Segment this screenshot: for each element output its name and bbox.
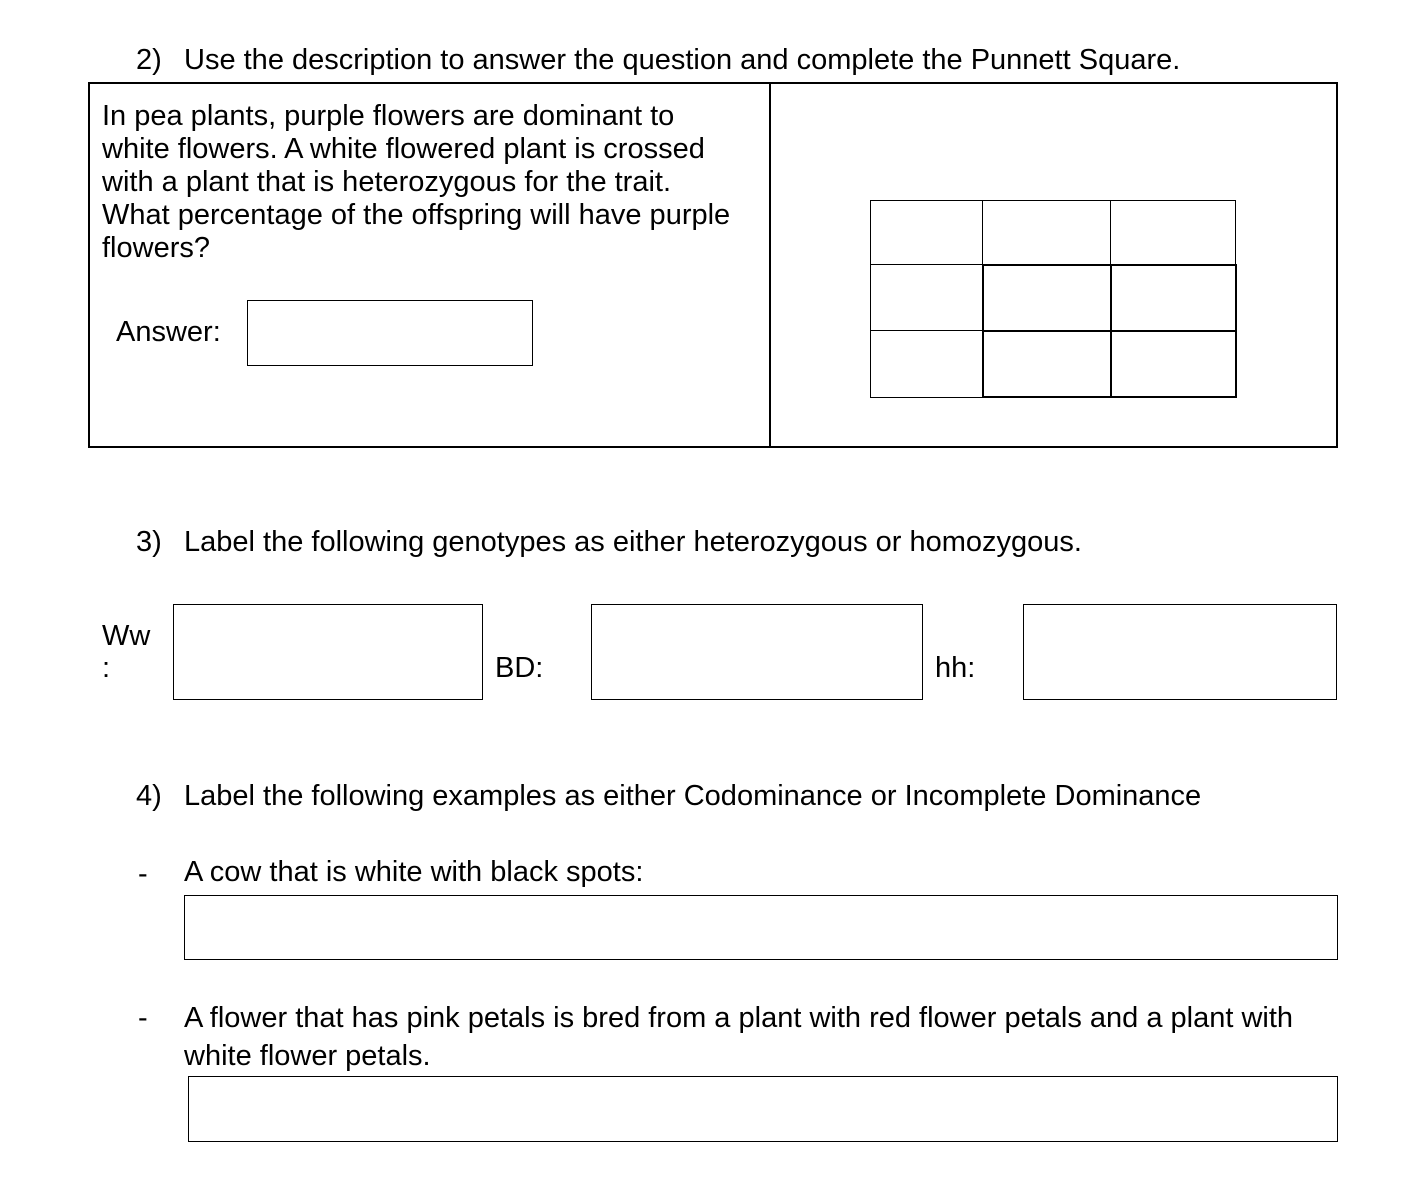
q2-description-line: flowers?: [102, 232, 210, 264]
genotype-bd-input[interactable]: [591, 604, 923, 700]
genotype-ww-input[interactable]: [173, 604, 483, 700]
punnett-header-row-1[interactable]: [870, 264, 984, 332]
q4-item-2-input[interactable]: [188, 1076, 1338, 1142]
punnett-header-col-2[interactable]: [1110, 200, 1236, 266]
punnett-cell-2-1[interactable]: [982, 330, 1112, 398]
genotype-ww-label: [102, 620, 150, 684]
punnett-header-col-1[interactable]: [982, 200, 1112, 266]
genotype-hh-label: hh:: [935, 652, 976, 684]
q4-item-1-text: A cow that is white with black spots:: [184, 856, 644, 888]
q4-item-2-text-line: white flower petals.: [184, 1040, 431, 1072]
genotype-ww-label-line: Ww: [102, 620, 151, 652]
q3-heading-text: Label the following genotypes as either heterozygous or homozygous.: [184, 526, 1082, 558]
q4-heading: [136, 779, 1336, 813]
q4-item-2-bullet: -: [138, 1002, 148, 1034]
q3-number: 3): [136, 526, 162, 558]
q4-item-2-text: [184, 999, 1336, 1075]
punnett-header-row-2[interactable]: [870, 330, 984, 398]
genotype-ww-label-line: :: [102, 652, 111, 684]
q2-heading-text: Use the description to answer the question and complete the Punnett Square.: [184, 44, 1181, 76]
q4-number: 4): [136, 780, 162, 812]
q2-answer-label: Answer:: [116, 316, 221, 348]
punnett-cell-1-1[interactable]: [982, 264, 1112, 332]
genotype-hh-input[interactable]: [1023, 604, 1337, 700]
punnett-cell-2-2[interactable]: [1110, 330, 1237, 398]
genotype-bd-label: BD:: [495, 652, 544, 684]
q2-description: [102, 100, 767, 265]
q2-description-line: In pea plants, purple flowers are dominant to: [102, 100, 675, 132]
q4-item-1-bullet: -: [138, 858, 148, 890]
q4-item-2-text-line: A flower that has pink petals is bred from a plant with red flower petals and a plant with: [184, 1002, 1294, 1034]
q2-heading: [136, 43, 1336, 77]
q2-description-line: white flowers. A white flowered plant is crossed: [102, 133, 705, 165]
q2-number: 2): [136, 44, 162, 76]
q4-heading-text: Label the following examples as either Codominance or Incomplete Dominance: [184, 780, 1202, 812]
q2-answer-input[interactable]: [247, 300, 533, 366]
q3-heading: [136, 525, 1336, 559]
q4-item-1-input[interactable]: [184, 895, 1338, 960]
q2-table-divider: [769, 82, 771, 448]
q2-description-line: with a plant that is heterozygous for the trait.: [102, 166, 672, 198]
q2-description-line: What percentage of the offspring will have purple: [102, 199, 731, 231]
punnett-header-corner: [870, 200, 984, 266]
punnett-cell-1-2[interactable]: [1110, 264, 1237, 332]
